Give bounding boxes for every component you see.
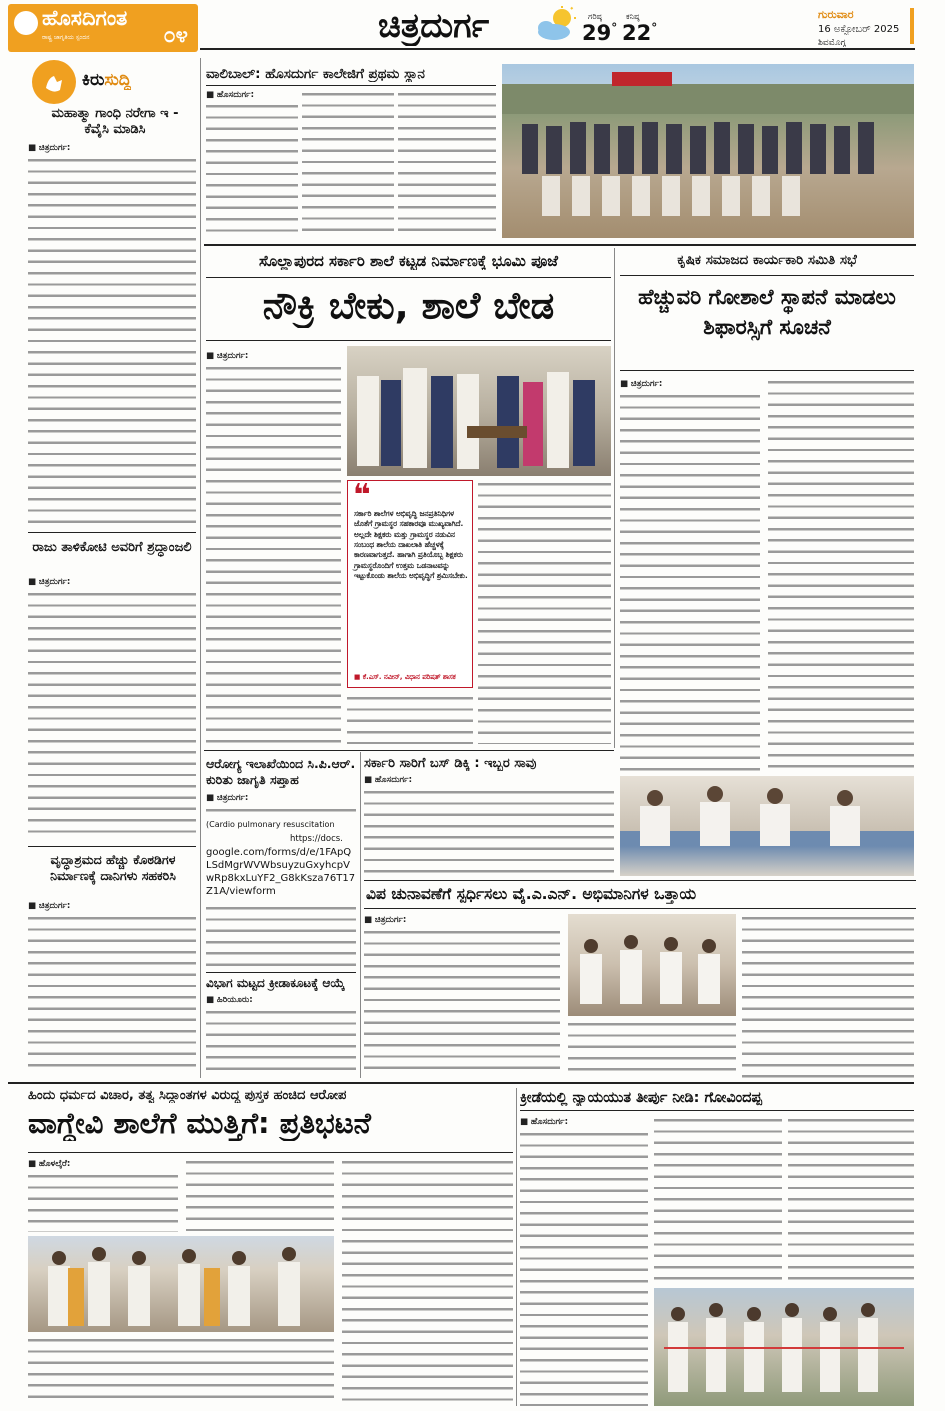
- health-form-link[interactable]: google.com/forms/d/e/1FApQLSdMgrWVWbsuyzuGxyhcpVwRp8kxLuYF2_G8kKsza76T17Z1A/viewform: [206, 847, 356, 897]
- volleyball-body-col2: [302, 90, 394, 238]
- section-title-city: ಚಿತ್ರದುರ್ಗ: [378, 6, 490, 46]
- divider: [206, 972, 356, 973]
- health-headline: ಆರೋಗ್ಯ ಇಲಾಖೆಯಿಂದ ಸಿ.ಪಿ.ಆರ್. ಕುರಿತು ಜಾಗೃತಿ ಸಪ್ತಾಹ: [206, 756, 356, 788]
- divider: [364, 880, 916, 881]
- election-dateline-text: ಚಿತ್ರದುರ್ಗ:: [374, 915, 407, 925]
- vagdevi-body-col2: [186, 1158, 334, 1232]
- quote-author: ■ ಕೆ.ಎಸ್. ನವೀನ್, ವಿಧಾನ ಪರಿಷತ್ ಶಾಸಕ: [354, 673, 456, 681]
- school-body-col3: [347, 694, 473, 744]
- kiru-title-b: ಸುದ್ದಿ: [104, 70, 132, 90]
- divider: [204, 244, 916, 246]
- school-ceremony-photo: [347, 346, 611, 476]
- krushika-body-col1: [620, 392, 760, 772]
- health-body-b: [206, 904, 356, 972]
- story2-dateline: ■ ಚಿತ್ರದುರ್ಗ:: [28, 577, 71, 587]
- divider: [206, 277, 611, 278]
- school-headline: ನೌಕ್ರಿ ಬೇಕು, ಶಾಲೆ ಬೇಡ: [262, 284, 555, 327]
- volleyball-headline: ವಾಲಿಬಾಲ್: ಹೊಸದುರ್ಗ ಕಾಲೇಜಿಗೆ ಪ್ರಥಮ ಸ್ಥಾನ: [206, 66, 425, 82]
- page-number: ೦೪: [163, 23, 188, 48]
- divider: [204, 750, 614, 751]
- krushika-dateline-text: ಚಿತ್ರದುರ್ಗ:: [630, 379, 663, 389]
- temp-min: 22: [622, 21, 652, 45]
- kiru-title-a: ಕಿರು: [82, 70, 105, 90]
- health-dateline: ■ ಚಿತ್ರದುರ್ಗ:: [206, 793, 249, 803]
- story1-dateline: ■ ಚಿತ್ರದುರ್ಗ:: [28, 143, 71, 153]
- vagdevi-headline: ವಾಗ್ದೇವಿ ಶಾಲೆಗೆ ಮುತ್ತಿಗೆ: ಪ್ರತಿಭಟನೆ: [28, 1106, 371, 1140]
- story3-body: [28, 914, 196, 1074]
- krida-body-col3: [788, 1116, 914, 1284]
- weather-icon: [532, 6, 580, 44]
- story3-headline: ವೃದ್ಧಾಶ್ರಮದ ಹೆಚ್ಚು ಕೊಠಡಿಗಳ ನಿರ್ಮಾಣಕ್ಕೆ ದಾನಿಗಳು ಸಹಕರಿಸಿ: [50, 852, 176, 884]
- vagdevi-body-col3: [342, 1158, 513, 1406]
- bus-body: [364, 788, 614, 878]
- krushika-body-col2: [768, 378, 914, 772]
- school-dateline-text: ಚಿತ್ರದುರ್ಗ:: [216, 351, 249, 361]
- vagdevi-body-col1: [28, 1172, 178, 1232]
- masthead-rule: [200, 48, 915, 50]
- volleyball-body-col3: [398, 90, 496, 238]
- krushika-headline: ಹೆಚ್ಚುವರಿ ಗೋಶಾಲೆ ಸ್ಥಾಪನೆ ಮಾಡಲು ಶಿಫಾರಸ್ಸಿಗೆ ಸೂಚನೆ: [638, 285, 896, 340]
- quote-box: [347, 480, 473, 688]
- logo-emblem-icon: [14, 11, 38, 35]
- election-body-col1: [364, 928, 560, 1078]
- vagdevi-protest-photo: [28, 1236, 334, 1332]
- krushika-meeting-photo: [620, 776, 914, 876]
- temp-max: 29: [582, 21, 612, 45]
- temp-min-label: ಕನಿಷ್ಠ: [626, 12, 640, 21]
- krida-headline: ಕ್ರೀಡೆಯಲ್ಲಿ ನ್ಯಾಯಯುತ ತೀರ್ಪು ನೀಡಿ: ಗೋವಿಂದಪ್ಪ: [520, 1090, 762, 1106]
- temp-max-value: [582, 21, 617, 45]
- volleyball-team-photo: [502, 64, 914, 238]
- divider: [520, 1110, 914, 1111]
- story3-dateline: ■ ಚಿತ್ರದುರ್ಗ:: [28, 901, 71, 911]
- story1-body: [28, 156, 196, 526]
- story1-dateline-text: ಚಿತ್ರದುರ್ಗ:: [38, 143, 71, 153]
- column-rule: [614, 248, 615, 748]
- sports-meet-headline: ವಿಭಾಗ ಮಟ್ಟದ ಕ್ರೀಡಾಕೂಟಕ್ಕೆ ಆಯ್ಕೆ: [206, 976, 345, 990]
- school-kicker: ಸೊಲ್ಲಾಪುರದ ಸರ್ಕಾರಿ ಶಾಲೆ ಕಟ್ಟಡ ನಿರ್ಮಾಣಕ್ಕೆ ಭೂಮಿ ಪೂಜೆ: [259, 252, 558, 270]
- bus-dateline: ■ ಹೊಸದುರ್ಗ:: [364, 775, 413, 785]
- story2-dateline-text: ಚಿತ್ರದುರ್ಗ:: [38, 577, 71, 587]
- temp-degree: °: [611, 21, 618, 35]
- vagdevi-kicker: ಹಿಂದು ಧರ್ಮದ ವಿಚಾರ, ತತ್ವ ಸಿದ್ಧಾಂತಗಳ ವಿರುದ್ಧ ಪುಸ್ತಕ ಹಂಚಿದ ಆರೋಪ: [28, 1088, 347, 1103]
- krida-event-photo: [654, 1288, 914, 1406]
- temp-min-value: [622, 21, 657, 45]
- krida-body-col2: [654, 1116, 782, 1284]
- logo-box: [8, 4, 198, 52]
- vagdevi-dateline: ■ ಹೊಳಲ್ಕೆರೆ:: [28, 1159, 71, 1169]
- volleyball-dateline: ■ ಹೊಸದುರ್ಗ:: [206, 90, 255, 100]
- temp-max-label: ಗರಿಷ್ಠ: [588, 12, 602, 21]
- divider: [28, 1152, 513, 1153]
- divider: [28, 532, 196, 533]
- school-dateline: ■ ಚಿತ್ರದುರ್ಗ:: [206, 351, 249, 361]
- divider: [364, 908, 916, 909]
- story2-headline: ರಾಜು ತಾಳಿಕೋಟಿ ಅವರಿಗೆ ಶ್ರದ್ಧಾಂಜಲಿ: [32, 540, 192, 555]
- kiru-section-title: [82, 70, 131, 90]
- divider: [8, 1082, 914, 1084]
- divider: [620, 275, 914, 276]
- election-body-col2: [568, 1020, 736, 1078]
- school-body-col2: [478, 480, 611, 744]
- school-body-col1: [206, 364, 341, 744]
- column-rule: [360, 752, 361, 1078]
- story1-headline: ಮಹಾತ್ಮಾ ಗಾಂಧಿ ನರೇಗಾ ಇ - ಕೆವೈಸಿ ಮಾಡಿಸಿ: [51, 106, 179, 138]
- volleyball-body-col1: [206, 102, 298, 238]
- divider: [206, 340, 611, 341]
- bus-headline: ಸರ್ಕಾರಿ ಸಾರಿಗೆ ಬಸ್ ಡಿಕ್ಕಿ : ಇಬ್ಬರ ಸಾವು: [364, 756, 537, 771]
- health-cpr-label: (Cardio pulmonary resuscitation: [206, 820, 335, 829]
- volleyball-dateline-text: ಹೊಸದುರ್ಗ:: [216, 90, 255, 100]
- sports-meet-dateline: ■ ಹಿರಿಯೂರು:: [206, 995, 253, 1005]
- krida-dateline: ■ ಹೊಸದುರ್ಗ:: [520, 1117, 569, 1127]
- issue-day: ಗುರುವಾರ: [818, 8, 854, 21]
- health-dateline-text: ಚಿತ್ರದುರ್ಗ:: [216, 793, 249, 803]
- krushika-dateline: ■ ಚಿತ್ರದುರ್ಗ:: [620, 379, 663, 389]
- quote-text: ಸರ್ಕಾರಿ ಶಾಲೆಗಳ ಅಭಿವೃದ್ಧಿ ಜನಪ್ರತಿನಿಧಿಗಳ ಜೊತೆಗೆ ಗ್ರಾಮಸ್ಥರ ಸಹಕಾರವೂ ಮುಖ್ಯವಾಗಿದೆ. ಅಲ್ಲದೇ ಶಿಕ್ಷಕರು ಮತ್ತು ಗ್ರಾಮಸ್ಥರ ನಡುವಿನ ಸಂಬಂಧ ಶಾಲೆಯ ದಾಖಲಾತಿ ಹೆಚ್ಚಳಕ್ಕೆ ಕಾರಣವಾಗುತ್ತದೆ. ಹಾಗಾಗಿ ಪ್ರತಿಯೊಬ್ಬ ಶಿಕ್ಷಕರು ಗ್ರಾಮಸ್ಥರೊಂದಿಗೆ ಉತ್ತಮ ಒಡನಾಟವನ್ನು ಇಟ್ಟುಕೊಂಡು ಶಾಲೆಯ ಅಭಿವೃದ್ಧಿಗೆ ಶ್ರಮಿಸಬೇಕು.: [354, 509, 468, 581]
- vagdevi-dateline-text: ಹೊಳಲ್ಕೆರೆ:: [38, 1159, 71, 1169]
- column-rule: [516, 1088, 517, 1406]
- sports-meet-dateline-text: ಹಿರಿಯೂರು:: [216, 995, 253, 1005]
- divider: [620, 370, 914, 371]
- election-dateline: ■ ಚಿತ್ರದುರ್ಗ:: [364, 915, 407, 925]
- temp-degree: °: [651, 21, 658, 35]
- logo-tagline: ರಾಷ್ಟ್ರ ಜಾಗೃತಿಯ ಸ್ಪಂದನ: [42, 34, 90, 41]
- divider: [28, 846, 196, 847]
- story3-dateline-text: ಚಿತ್ರದುರ್ಗ:: [38, 901, 71, 911]
- story2-body: [28, 590, 196, 838]
- election-body-col3: [742, 914, 914, 1078]
- sports-meet-body: [206, 1008, 356, 1078]
- column-rule-left: [200, 58, 201, 1078]
- krushika-kicker: ಕೃಷಿಕ ಸಮಾಜದ ಕಾರ್ಯಕಾರಿ ಸಮಿತಿ ಸಭೆ: [677, 252, 857, 268]
- health-body-a: [206, 806, 356, 820]
- kiru-icon: [32, 60, 76, 104]
- quote-icon: ❝: [353, 480, 371, 513]
- election-headline: ವಿಪ ಚುನಾವಣೆಗೆ ಸ್ಪರ್ಧಿಸಲು ವೈ.ಎ.ಎನ್. ಅಭಿಮಾನಿಗಳ ಒತ್ತಾಯ: [366, 885, 697, 903]
- masthead-accent-bar: [910, 8, 914, 44]
- krida-dateline-text: ಹೊಸದುರ್ಗ:: [530, 1117, 569, 1127]
- edition-name: ಶಿವಮೊಗ್ಗ: [818, 38, 846, 48]
- krida-body-col1: [520, 1130, 648, 1406]
- election-meeting-photo: [568, 914, 736, 1016]
- logo-text: ಹೊಸದಿಗಂತ: [42, 6, 128, 30]
- bus-dateline-text: ಹೊಸದುರ್ಗ:: [374, 775, 413, 785]
- issue-date: 16 ಅಕ್ಟೋಬರ್ 2025: [818, 24, 900, 35]
- vagdevi-body-col1b: [28, 1336, 334, 1406]
- health-link-prefix: https://docs.: [290, 834, 343, 844]
- divider: [206, 85, 496, 86]
